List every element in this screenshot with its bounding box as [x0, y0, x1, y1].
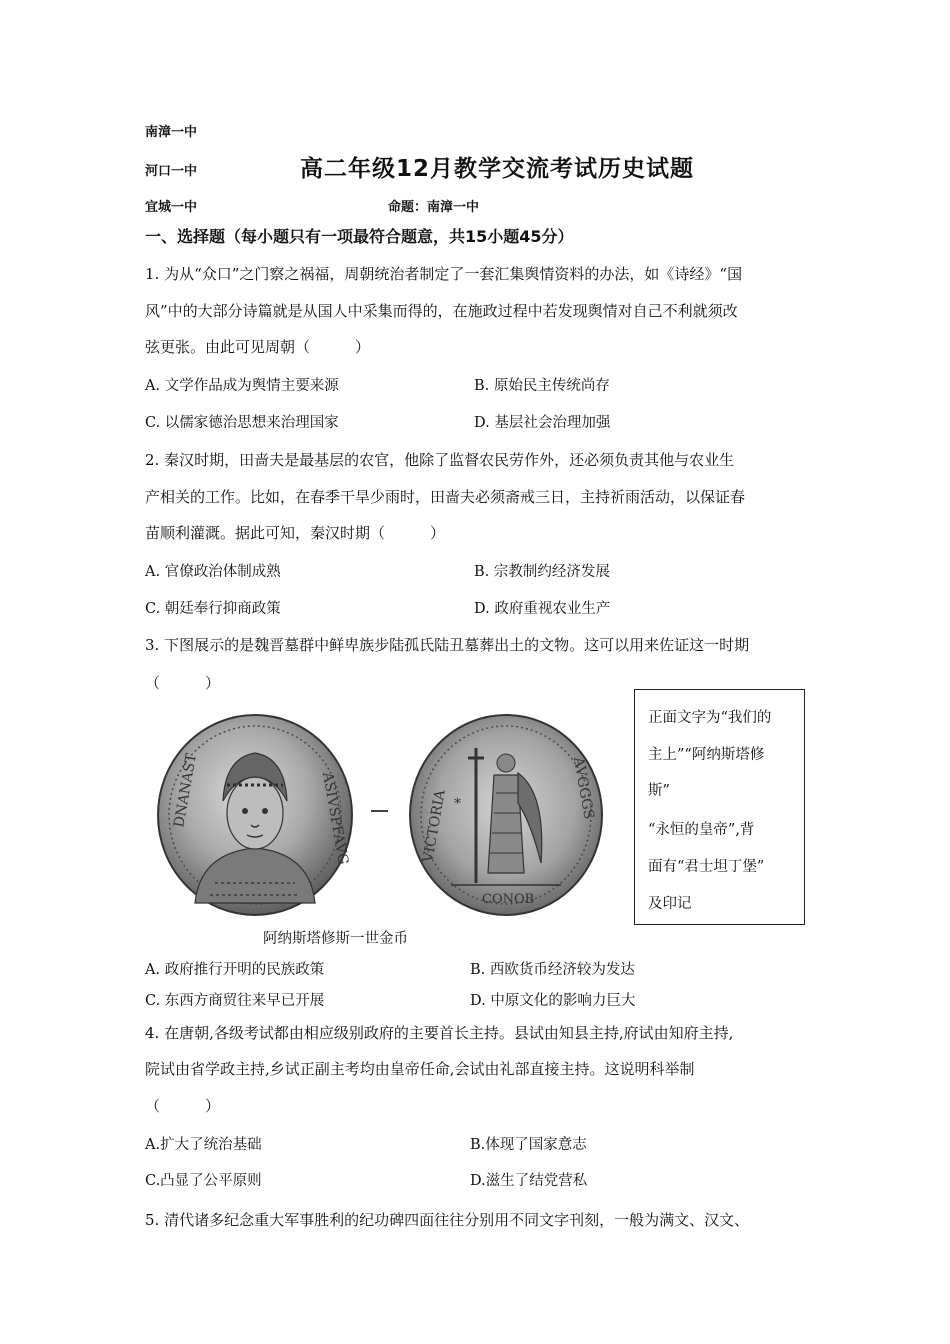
q4-option-a: A.扩大了统治基础: [145, 1137, 262, 1153]
box-line-3: 斯”: [648, 783, 670, 799]
q1-option-a: A. 文学作品成为舆情主要来源: [145, 378, 339, 394]
q1-option-c: C. 以儒家德治思想来治理国家: [145, 415, 339, 431]
q4-option-b: B.体现了国家意志: [470, 1137, 587, 1153]
q4-line-3: （ ）: [145, 1097, 221, 1115]
exam-title: 高二年级12月教学交流考试历史试题: [300, 156, 695, 182]
coin-obverse-image: [155, 713, 355, 918]
coin-separator: [371, 810, 388, 812]
box-line-4: “永恒的皇帝”,背: [648, 822, 755, 838]
section-title: 一、选择题（每小题只有一项最符合题意，共15小题45分）: [145, 227, 574, 246]
svg-text:AVGGGS: AVGGGS: [570, 755, 597, 821]
q4-option-d: D.滋生了结党营私: [470, 1173, 588, 1189]
box-line-6: 及印记: [648, 896, 692, 912]
q1-option-d: D. 基层社会治理加强: [474, 415, 611, 431]
q3-line-1: 3. 下图展示的是魏晋墓群中鲜卑族步陆孤氏陆丑墓葬出土的文物。这可以用来佐证这一时期: [145, 636, 750, 654]
q4-option-c: C.凸显了公平原则: [145, 1173, 262, 1189]
q1-line-3: 弦更张。由此可见周朝（ ）: [145, 338, 371, 356]
q3-line-2: （ ）: [145, 674, 221, 692]
q3-option-d: D. 中原文化的影响力巨大: [470, 993, 636, 1009]
box-line-2: 主上”“阿纳斯塔修: [648, 747, 765, 763]
box-line-5: 面有“君士坦丁堡”: [648, 859, 765, 875]
q3-option-a: A. 政府推行开明的民族政策: [145, 962, 325, 978]
svg-text:CONOB: CONOB: [482, 892, 535, 907]
svg-text:ASIVSPFAVG: ASIVSPFAVG: [319, 770, 352, 866]
q3-option-b: B. 西欧货币经济较为发达: [470, 962, 635, 978]
q2-line-1: 2. 秦汉时期，田啬夫是最基层的农官，他除了监督农民劳作外，还必须负责其他与农业生: [145, 451, 735, 469]
box-line-1: 正面文字为“我们的: [648, 710, 772, 726]
author-line: 命题：南漳一中: [388, 200, 480, 215]
svg-text:VICTORIA: VICTORIA: [420, 788, 449, 864]
q1-line-1: 1. 为从“众口”之门察之祸福，周朝统治者制定了一套汇集舆情资料的办法，如《诗经》“国: [145, 265, 743, 283]
svg-text:*: *: [454, 796, 461, 812]
q2-option-d: D. 政府重视农业生产: [474, 601, 611, 617]
q1-option-b: B. 原始民主传统尚存: [474, 378, 610, 394]
q2-line-2: 产相关的工作。比如，在春季干旱少雨时，田啬夫必须斋戒三日，主持祈雨活动，以保证春: [145, 488, 746, 506]
q2-option-c: C. 朝廷奉行抑商政策: [145, 601, 281, 617]
q1-line-2: 风”中的大部分诗篇就是从国人中采集而得的，在施政过程中若发现舆情对自己不利就须改: [145, 302, 738, 320]
school-name-2: 河口一中: [145, 164, 198, 179]
coin-reverse-image: [406, 713, 606, 918]
school-name-3: 宜城一中: [145, 200, 198, 215]
q4-line-2: 院试由省学政主持,乡试正副主考均由皇帝任命,会试由礼部直接主持。这说明科举制: [145, 1060, 695, 1078]
coin-caption: 阿纳斯塔修斯一世金币: [263, 931, 408, 947]
svg-text:DNANAST: DNANAST: [171, 752, 200, 829]
q2-option-b: B. 宗教制约经济发展: [474, 564, 610, 580]
school-name-1: 南漳一中: [145, 125, 198, 140]
coin-description-box: [634, 689, 805, 925]
q3-option-c: C. 东西方商贸往来早已开展: [145, 993, 325, 1009]
q2-option-a: A. 官僚政治体制成熟: [145, 564, 281, 580]
q4-line-1: 4. 在唐朝,各级考试都由相应级别政府的主要首长主持。县试由知县主持,府试由知府主持,: [145, 1024, 734, 1042]
q2-line-3: 苗顺利灌溉。据此可知，秦汉时期（ ）: [145, 524, 446, 542]
q5-line-1: 5. 清代诸多纪念重大军事胜利的纪功碑四面往往分别用不同文字刊刻，一般为满文、汉文、: [145, 1211, 750, 1229]
